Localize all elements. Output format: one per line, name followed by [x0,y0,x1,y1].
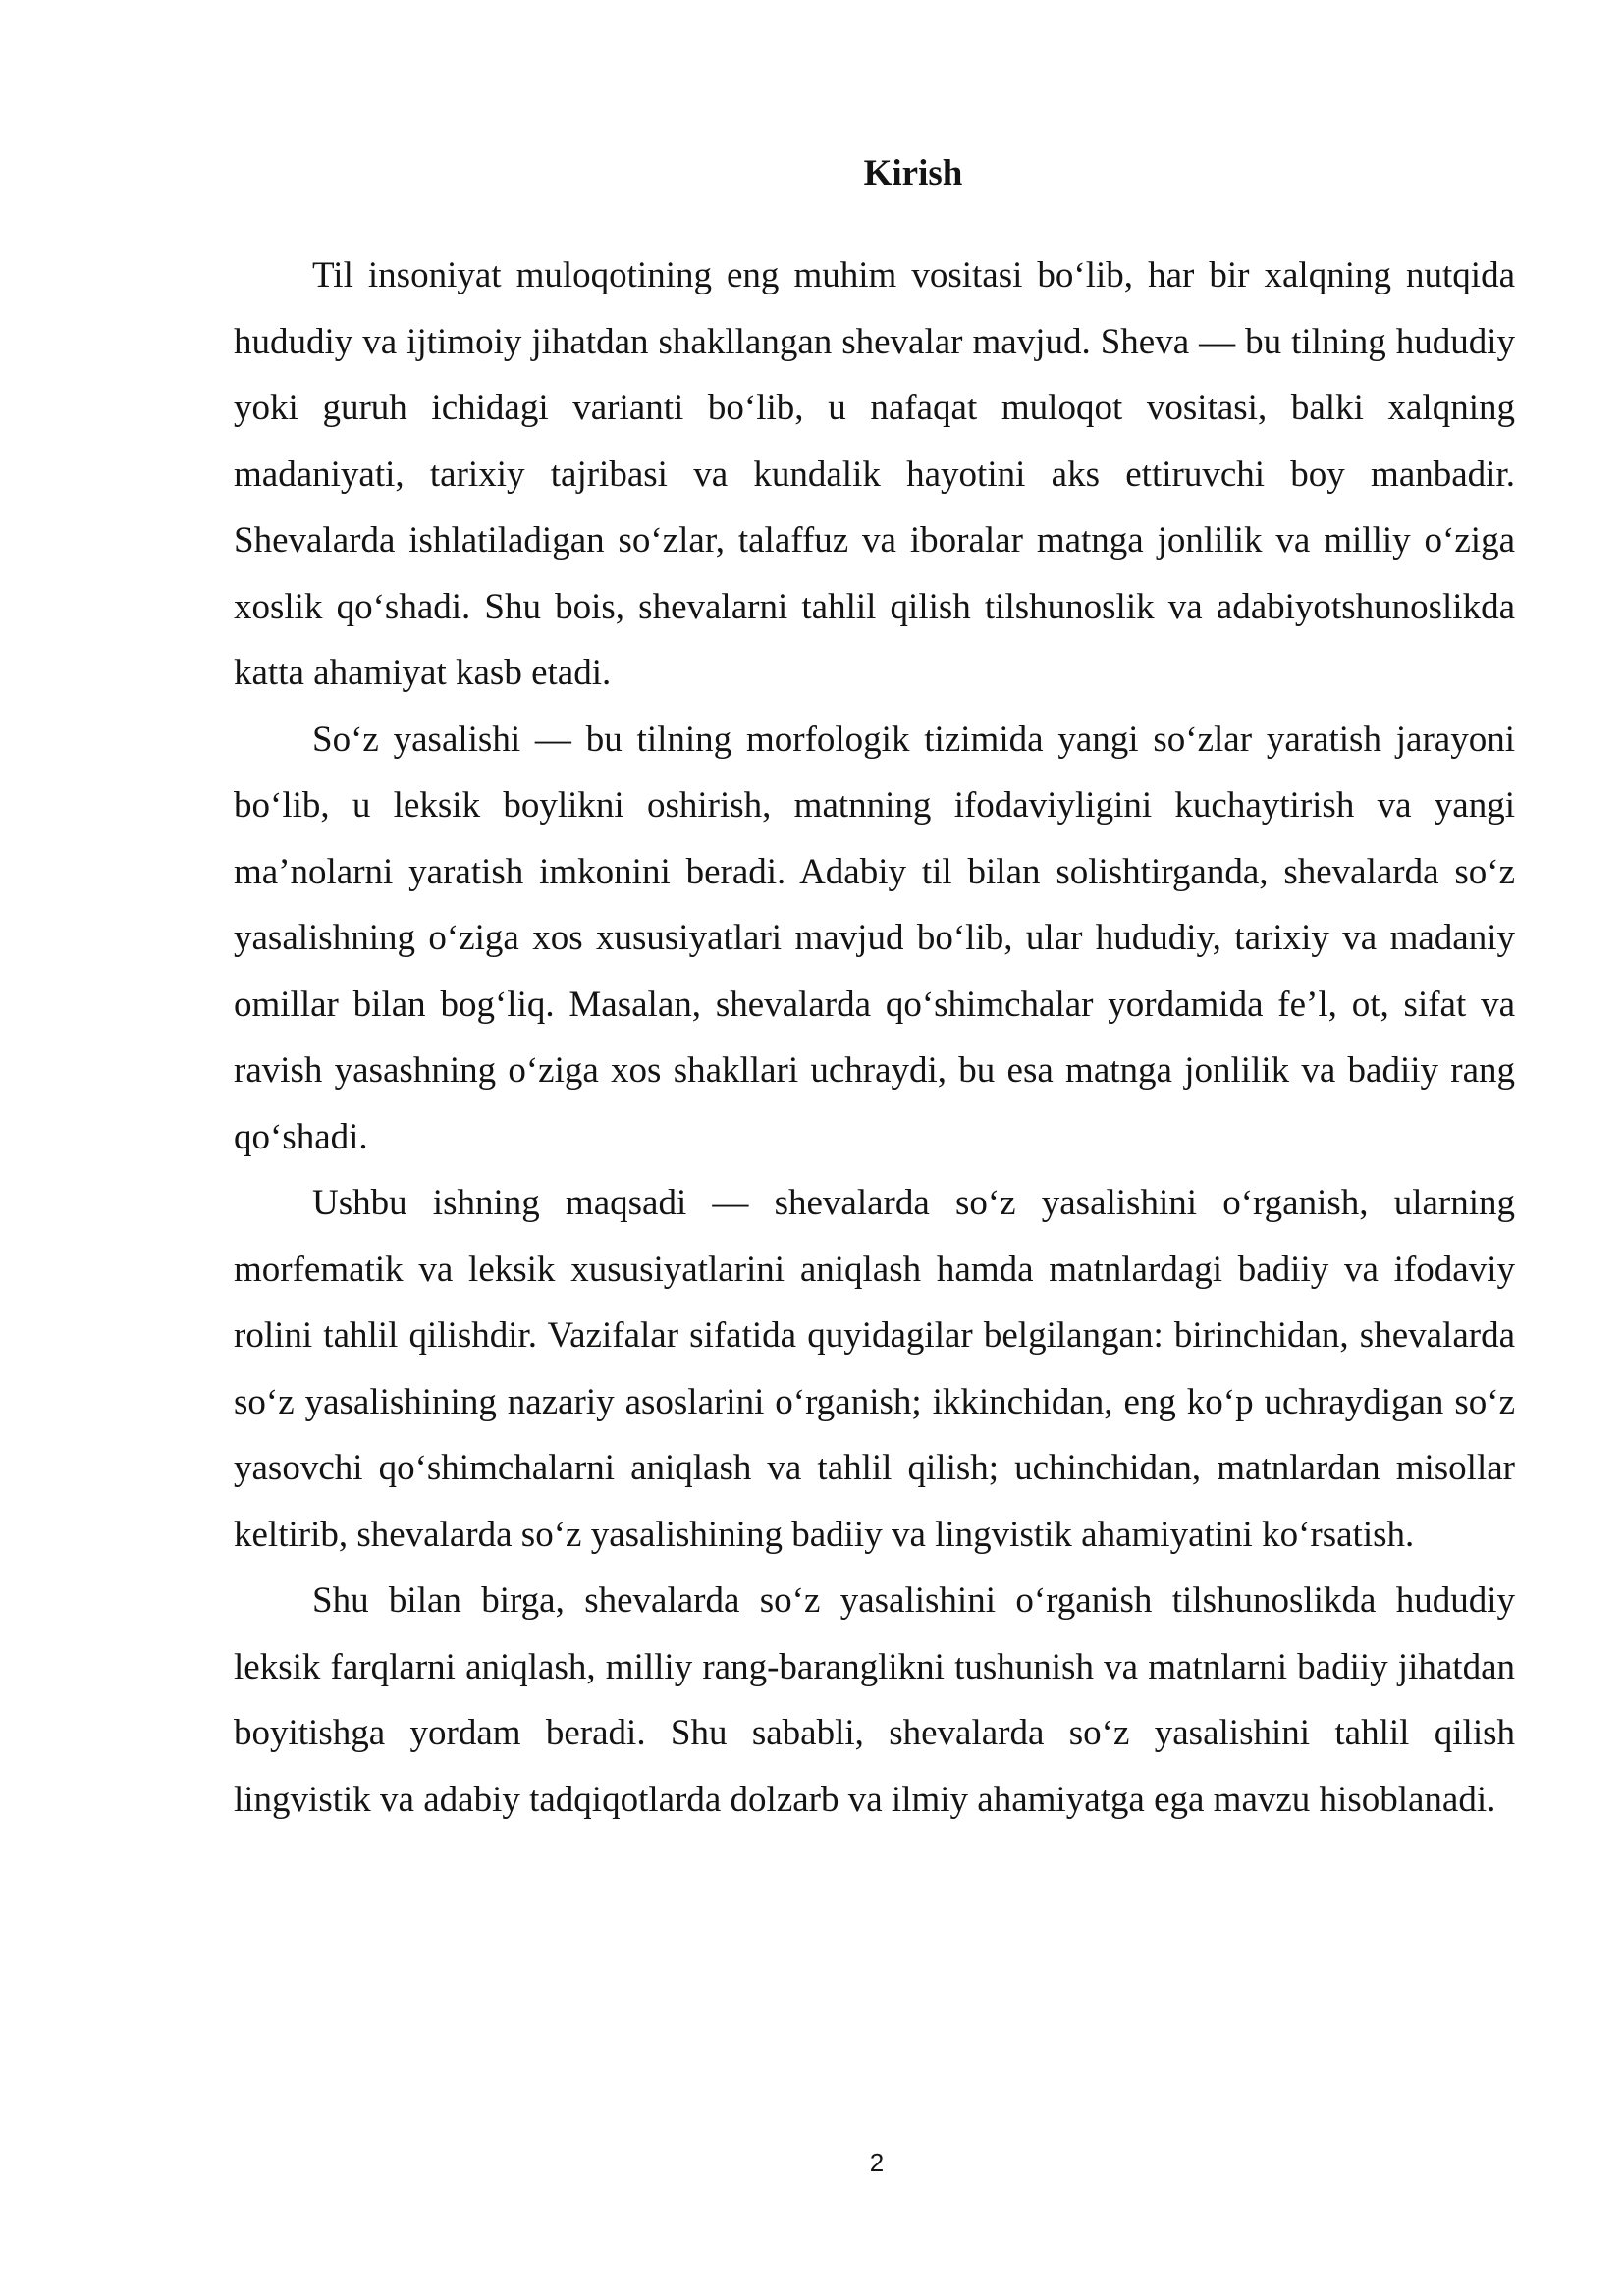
paragraph-2: So‘z yasalishi — bu tilning morfologik tizimida yangi so‘zlar yaratish jarayoni bo‘lib, u leksik boylikni oshirish, matnning ifodaviyligini kuchaytirish va yangi ma’nolarni yaratish imkonini beradi. Adabiy til bilan solishtirganda, shevalarda so‘z yasalishning o‘ziga xos xususiyatlari mavjud bo‘lib, ular hududiy, tarixiy va madaniy omillar bilan bog‘liq. Masalan, shevalarda qo‘shimchalar yordamida fe’l, ot, sifat va ravish yasashning o‘ziga xos shakllari uchraydi, bu esa matnga jonlilik va badiiy rang qo‘shadi. [234,719,1515,1157]
paragraph-1: Til insoniyat muloqotining eng muhim vositasi bo‘lib, har bir xalqning nutqida hududiy va ijtimoiy jihatdan shakllangan shevalar mavjud. Sheva — bu tilning hududiy yoki guruh ichidagi varianti bo‘lib, u nafaqat muloqot vositasi, balki xalqning madaniyati, tarixiy tajribasi va kundalik hayotini aks ettiruvchi boy manbadir. Shevalarda ishlatiladigan so‘zlar, talaffuz va iboralar matnga jonlilik va milliy o‘ziga xoslik qo‘shadi. Shu bois, shevalarni tahlil qilish tilshunoslik va adabiyotshunoslikda katta ahamiyat kasb etadi. [234,255,1515,693]
body-text [234,242,1515,1833]
paragraph-3: Ushbu ishning maqsadi — shevalarda so‘z yasalishini o‘rganish, ularning morfematik va leksik xususiyatlarini aniqlash hamda matnlardagi badiiy va ifodaviy rolini tahlil qilishdir. Vazifalar sifatida quyidagilar belgilangan: birinchidan, shevalarda so‘z yasalishining nazariy asoslarini o‘rganish; ikkinchidan, eng ko‘p uchraydigan so‘z yasovchi qo‘shimchalarni aniqlash va tahlil qilish; uchinchidan, matnlardan misollar keltirib, shevalarda so‘z yasalishining badiiy va lingvistik ahamiyatini ko‘rsatish. [234,1183,1515,1555]
page-number: 2 [869,2148,885,2177]
section-heading: Kirish [863,153,963,193]
paragraph-4: Shu bilan birga, shevalarda so‘z yasalishini o‘rganish tilshunoslikda hududiy leksik farqlarni aniqlash, milliy rang-baranglikni tushunish va matnlarni badiiy jihatdan boyitishga yordam beradi. Shu sababli, shevalarda so‘z yasalishini tahlil qilish lingvistik va adabiy tadqiqotlarda dolzarb va ilmiy ahamiyatga ega mavzu hisoblanadi. [234,1580,1515,1820]
